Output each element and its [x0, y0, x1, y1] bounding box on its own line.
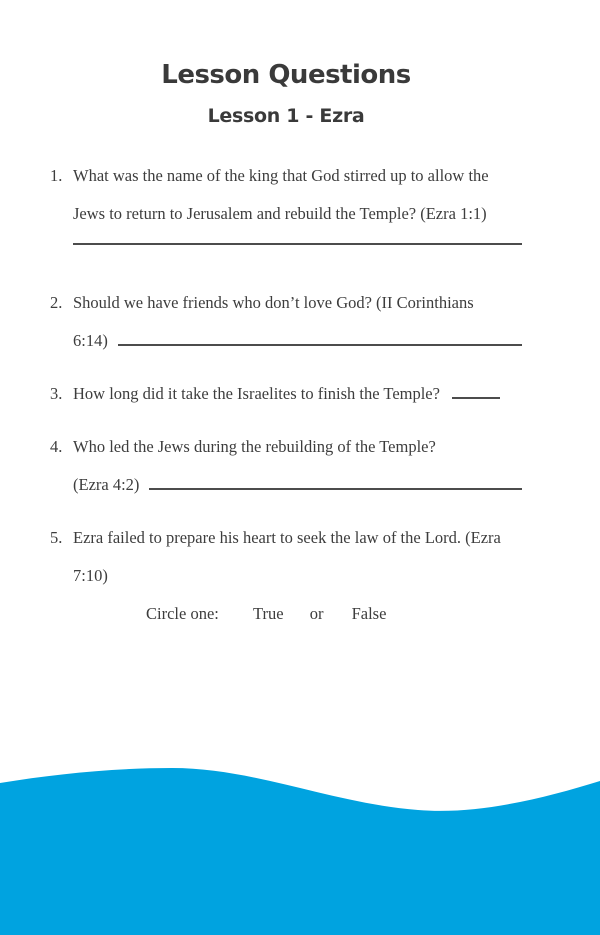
option-conjunction: or — [309, 604, 324, 623]
question-4-text-line1: Who led the Jews during the rebuilding of the Temple? — [73, 437, 436, 456]
question-5 — [50, 519, 522, 633]
question-2-answer-blank — [118, 332, 522, 346]
question-3-text: How long did it take the Israelites to finish the Temple? — [73, 384, 440, 403]
footer-wave-path — [0, 768, 600, 935]
question-2-text-line1: Should we have friends who don’t love God? (II Corinthians — [73, 293, 474, 312]
question-4-number: 4. — [50, 437, 63, 456]
question-1-number: 1. — [50, 166, 63, 185]
page-title: Lesson Questions — [161, 60, 411, 90]
circle-one-label: Circle one: — [146, 604, 219, 623]
question-5-text-line2: 7:10) — [73, 566, 108, 585]
question-3 — [50, 375, 522, 413]
question-list — [50, 157, 522, 633]
question-2-text-tail: 6:14) — [73, 331, 108, 350]
question-4-text-tail: (Ezra 4:2) — [73, 475, 140, 494]
question-2 — [50, 284, 522, 360]
footer-wave-graphic — [0, 765, 600, 935]
question-1-text-line2: Jews to return to Jerusalem and rebuild the Temple? (Ezra 1:1) — [73, 204, 487, 223]
option-false: False — [351, 604, 387, 623]
lesson-subtitle: Lesson 1 - Ezra — [207, 105, 365, 127]
question-5-text-line1: Ezra failed to prepare his heart to seek the law of the Lord. (Ezra — [73, 528, 501, 547]
circle-one-row — [73, 595, 522, 633]
option-true: True — [252, 604, 284, 623]
question-3-answer-blank — [452, 385, 500, 399]
question-3-number: 3. — [50, 384, 63, 403]
question-4-answer-blank — [149, 476, 522, 490]
question-5-number: 5. — [50, 528, 63, 547]
question-1 — [50, 157, 522, 269]
question-1-answer-blank — [73, 233, 522, 245]
question-2-number: 2. — [50, 293, 63, 312]
question-1-text-line1: What was the name of the king that God stirred up to allow the — [73, 166, 489, 185]
question-4 — [50, 428, 522, 504]
